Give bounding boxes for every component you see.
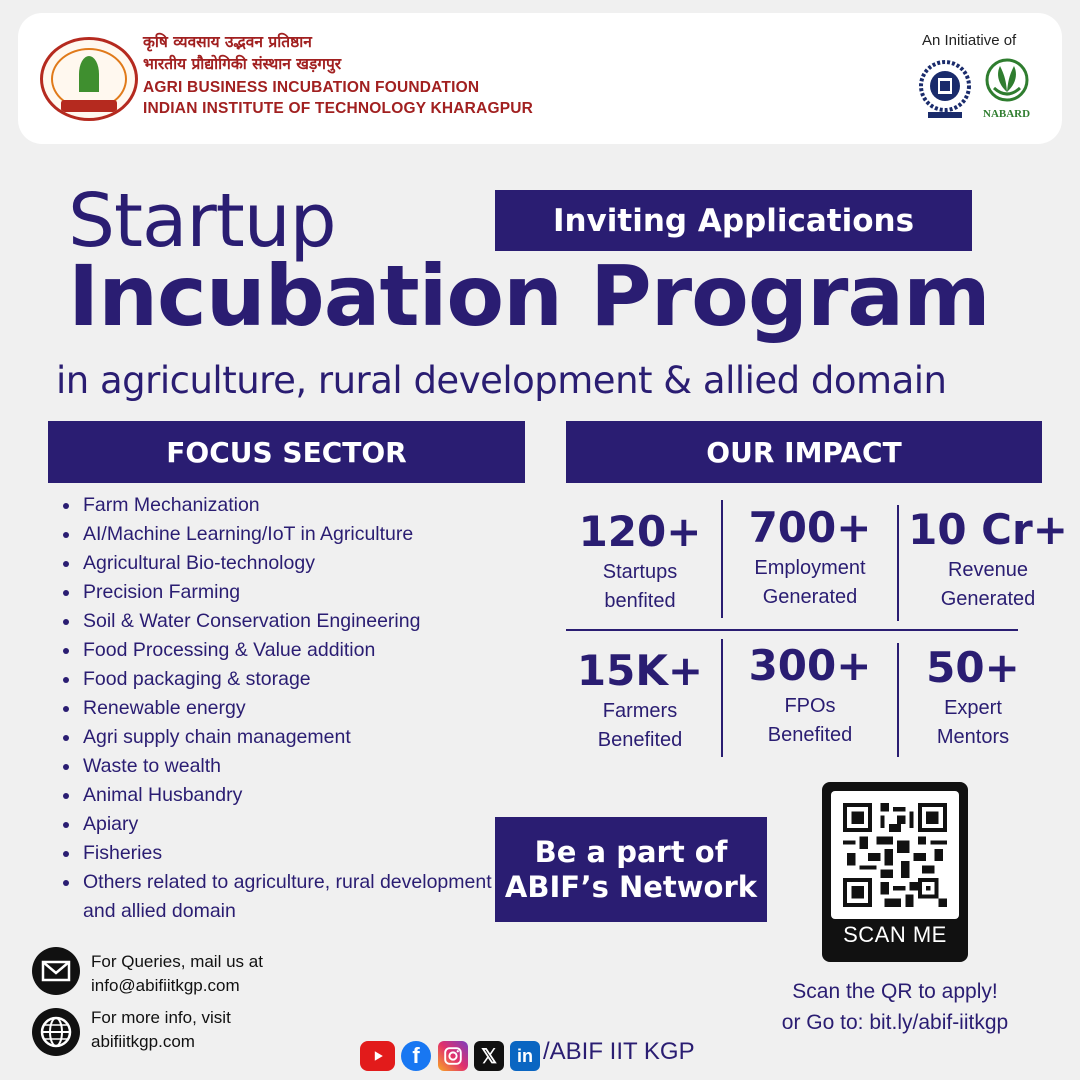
focus-item: Apiary (60, 810, 500, 839)
focus-item: Precision Farming (60, 578, 500, 607)
contact-email-link[interactable]: info@abifiitkgp.com (91, 976, 240, 995)
iit-kharagpur-logo-icon (918, 56, 972, 122)
header-hindi-line-2: भारतीय प्रौद्योगिकी संस्थान खड़गपुर (143, 55, 342, 73)
focus-item: AI/Machine Learning/IoT in Agriculture (60, 520, 500, 549)
x-twitter-icon[interactable]: 𝕏 (474, 1041, 504, 1071)
impact-divider (897, 505, 899, 621)
stat-label: Startups (602, 561, 678, 583)
stat-value: 15K+ (576, 646, 704, 695)
hero-program-title: Incubation Program (68, 247, 990, 345)
stat-value: 10 Cr+ (908, 505, 1068, 554)
header-hindi-line-1: कृषि व्यवसाय उद्भवन प्रतिष्ठान (143, 33, 312, 51)
header-foundation-name: AGRI BUSINESS INCUBATION FOUNDATION (143, 79, 480, 96)
impact-stat-mentors (908, 642, 1038, 752)
focus-item: Fisheries (60, 839, 500, 868)
stat-value: 300+ (748, 641, 872, 690)
impact-divider (897, 643, 899, 757)
impact-divider (721, 639, 723, 757)
scan-to-apply-text: Scan the QR to apply! (792, 980, 998, 1003)
impact-divider (566, 629, 1018, 631)
focus-item: Farm Mechanization (60, 491, 500, 520)
stat-label: Mentors (936, 726, 1010, 748)
cta-line-2: ABIF’s Network (504, 869, 758, 904)
stat-label: Expert (944, 697, 1002, 719)
instagram-icon[interactable] (438, 1041, 468, 1071)
qr-code-card[interactable] (822, 782, 968, 962)
header-institute-name: INDIAN INSTITUTE OF TECHNOLOGY KHARAGPUR (143, 100, 534, 117)
stat-label: Generated (940, 588, 1036, 610)
stat-value: 120+ (578, 507, 702, 556)
impact-stat-employment (735, 502, 885, 612)
stat-value: 700+ (748, 503, 872, 552)
stat-label: Benefited (597, 729, 683, 751)
focus-item: Soil & Water Conservation Engineering (60, 607, 500, 636)
focus-item: Waste to wealth (60, 752, 500, 781)
qr-code-icon (843, 803, 947, 907)
impact-stat-fpos (735, 640, 885, 750)
focus-item: Animal Husbandry (60, 781, 500, 810)
info-label: For more info, visit (91, 1008, 231, 1027)
stat-label: Benefited (767, 724, 853, 746)
focus-item: Agricultural Bio-technology (60, 549, 500, 578)
stat-label: FPOs (784, 695, 836, 717)
our-impact-heading: OUR IMPACT (566, 421, 1042, 483)
scan-me-label: SCAN ME (843, 922, 947, 947)
focus-item: Food Processing & Value addition (60, 636, 500, 665)
abif-logo-icon (40, 37, 138, 121)
impact-divider (721, 500, 723, 618)
stat-label: Revenue (947, 559, 1029, 581)
focus-sector-heading: FOCUS SECTOR (48, 421, 525, 483)
social-handle: /ABIF IIT KGP (543, 1038, 695, 1065)
apply-link-text[interactable]: or Go to: bit.ly/abif-iitkgp (781, 1011, 1009, 1034)
youtube-icon[interactable] (360, 1041, 395, 1071)
inviting-applications-badge: Inviting Applications (495, 190, 972, 251)
linkedin-icon[interactable]: in (510, 1041, 540, 1071)
stat-label: Farmers (602, 700, 678, 722)
stat-label: benfited (604, 590, 676, 612)
stat-value: 50+ (926, 643, 1020, 692)
focus-item: Renewable energy (60, 694, 500, 723)
globe-icon (32, 1008, 80, 1056)
impact-stat-startups (570, 506, 710, 616)
nabard-label: NABARD (983, 108, 1031, 120)
cta-line-1: Be a part of (534, 834, 728, 869)
mail-icon (32, 947, 80, 995)
stat-label: Generated (762, 586, 858, 608)
focus-sector-list (60, 491, 500, 926)
website-link[interactable]: abifiitkgp.com (91, 1032, 195, 1051)
query-label: For Queries, mail us at (91, 952, 263, 971)
focus-item: Food packaging & storage (60, 665, 500, 694)
initiative-label: An Initiative of (922, 32, 1017, 49)
focus-item: Agri supply chain management (60, 723, 500, 752)
hero-subtitle: in agriculture, rural development & allied domain (56, 359, 947, 402)
join-network-banner (495, 817, 767, 922)
focus-item: Others related to agriculture, rural development and allied domain (60, 868, 500, 926)
impact-stat-farmers (570, 645, 710, 755)
stat-label: Employment (754, 557, 866, 579)
impact-stat-revenue (908, 504, 1068, 614)
facebook-icon[interactable]: f (401, 1041, 431, 1071)
hero-startup-title: Startup (68, 178, 336, 264)
